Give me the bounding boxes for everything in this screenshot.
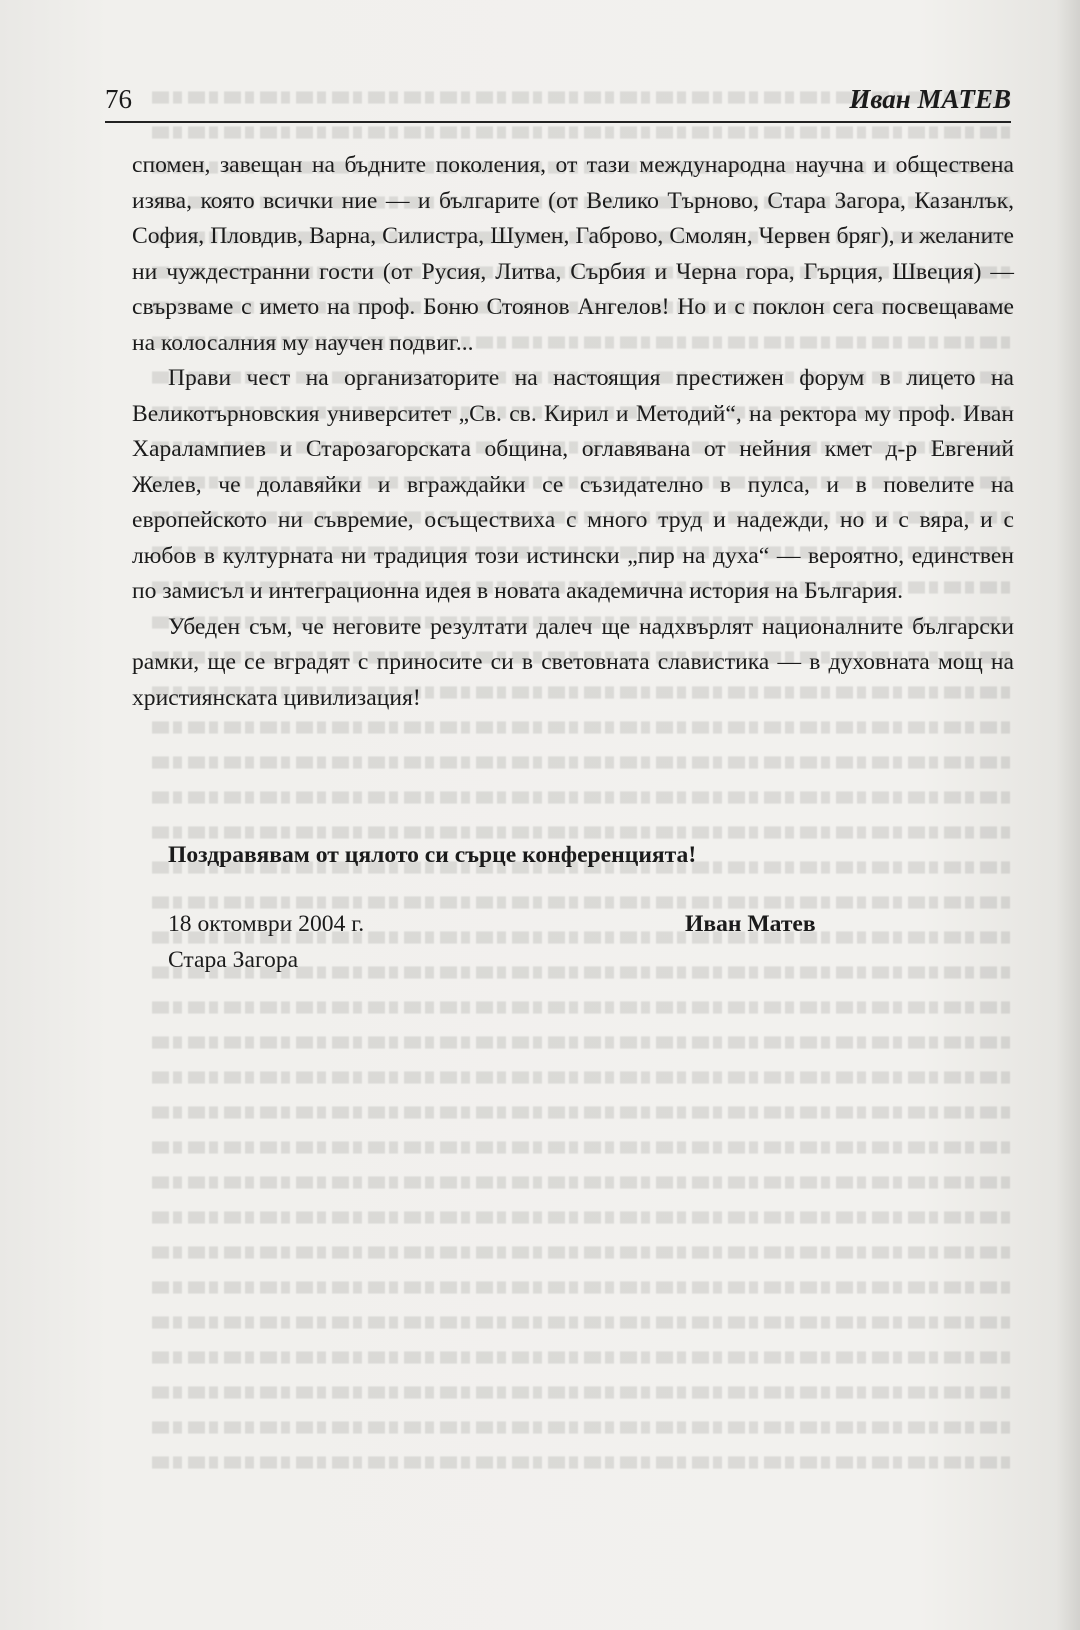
body-text (132, 148, 1014, 716)
header-rule (105, 121, 1011, 123)
running-head-author: Иван МАТЕВ (849, 84, 1011, 114)
author-signature: Иван Матев (685, 911, 816, 937)
paragraph-2: Прави чест на организаторите на настоящия престижен форум в лицето на Великотърновския университет „Св. св. Кирил и Методий“, на ректора му проф. Иван Харалампиев и Старозагорската община, оглавявана от нейния кмет д-р Евгений Желев, че долавяйки и вграждайки се съзидателно в пулса, и в повелите на европейското ни съвремие, осъществиха с много труд и надежди, но и с вяра, и с любов в културната ни традиция този истински „пир на духа“ — вероятно, единствен по замисъл и интеграционна идея в новата академична история на България. (132, 365, 1014, 604)
page-edge-shadow (1056, 0, 1080, 1630)
closing-place: Стара Загора (168, 947, 299, 973)
paragraph-1: спомен, завещан на бъдните поколения, от тази международна научна и обществена изява, която всички ние — и българите (от Велико Търново, Стара Загора, Казанлък, София, Пловдив, Варна, Силистра, Шумен, Габрово, Смолян, Червен бряг), и желаните ни чуждестранни гости (от Русия, Литва, Сърбия и Черна гора, Гърция, Швеция) — свързваме с името на проф. Боню Стоянов Ангелов! Но и с поклон сега посвещаваме на колосалния му научен подвиг... (132, 152, 1014, 356)
paragraph-3: Убеден съм, че неговите резултати далеч ще надхвърлят националните български рамки, ще се вградят с приносите си в световната славистика — в духовната мощ на християнската цивилизация! (132, 613, 1014, 711)
closing-date: 18 октомври 2004 г. (168, 911, 365, 937)
page-header (105, 84, 1011, 120)
closing-greeting: Поздравявам от цялото си сърце конференцията! (168, 842, 697, 868)
page-number: 76 (105, 84, 132, 114)
